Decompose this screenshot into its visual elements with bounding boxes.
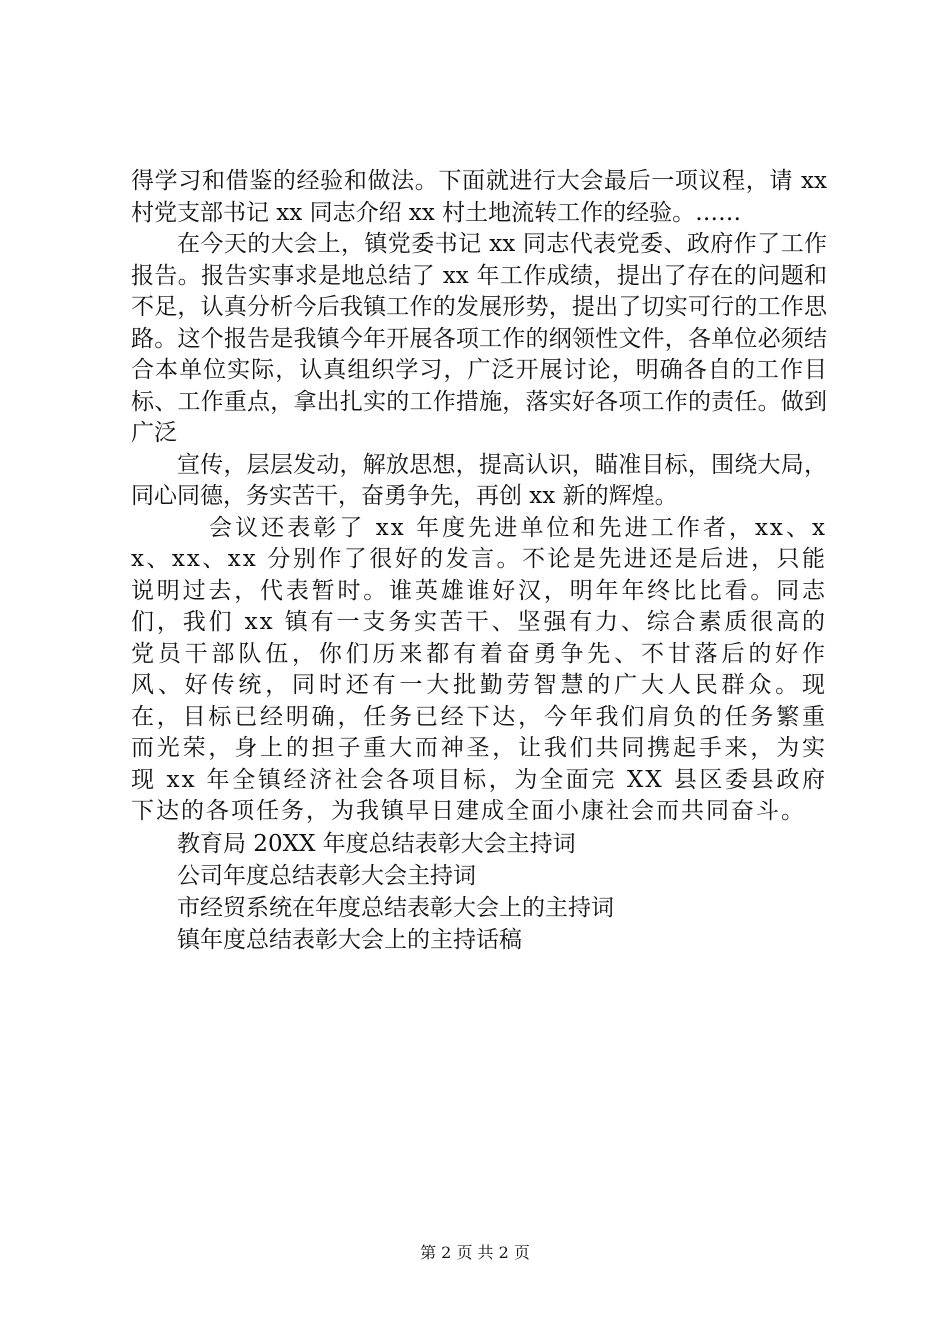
- related-title-4: 镇年度总结表彰大会上的主持话稿: [177, 926, 522, 953]
- related-title-2: 公司年度总结表彰大会主持词: [177, 862, 476, 889]
- paragraph-continuation: 得学习和借鉴的经验和做法。下面就进行大会最后一项议程，请 xx 村党支部书记 xx 同志介绍 xx 村土地流转工作的经验。……: [131, 168, 827, 226]
- paragraph-commendation: 会议还表彰了 xx 年度先进单位和先进工作者，xx、xx、xx、xx 分别作了很好的发言。不论是先进还是后进，只能说明过去，代表暂时。谁英雄谁好汉，明年年终比比看。同志们，我们 xx 镇有一支务实苦干、坚强有力、综合素质很高的党员干部队伍，你们历来都有着奋勇争先、不甘落后的好作风、好传统，同时还有一大批勤劳智慧的广大人民群众。现在，目标已经明确，任务已经下达，今年我们肩负的任务繁重而光荣，身上的担子重大而神圣，让我们共同携起手来，为实现 xx 年全镇经济社会各项目标，为全面完 XX 县区委县政府下达的各项任务，为我镇早日建成全面小康社会而共同奋斗。: [131, 514, 827, 824]
- related-title-1: 教育局 20XX 年度总结表彰大会主持词: [177, 830, 576, 857]
- document-body: [131, 166, 827, 956]
- paragraph-mobilization: 宣传，层层发动，解放思想，提高认识，瞄准目标，围绕大局，同心同德，务实苦干，奋勇争先，再创 xx 新的辉煌。: [131, 451, 827, 509]
- page-number-footer: 第 2 页 共 2 页: [420, 1243, 530, 1262]
- paragraph-work-report: 在今天的大会上，镇党委书记 xx 同志代表党委、政府作了工作报告。报告实事求是地总结了 xx 年工作成绩，提出了存在的问题和不足，认真分析今后我镇工作的发展形势，提出了切实可行的工作思路。这个报告是我镇今年开展各项工作的纲领性文件，各单位必须结合本单位实际，认真组织学习，广泛开展讨论，明确各自的工作目标、工作重点，拿出扎实的工作措施，落实好各项工作的责任。做到广泛: [131, 231, 827, 446]
- related-title-3: 市经贸系统在年度总结表彰大会上的主持词: [177, 894, 614, 921]
